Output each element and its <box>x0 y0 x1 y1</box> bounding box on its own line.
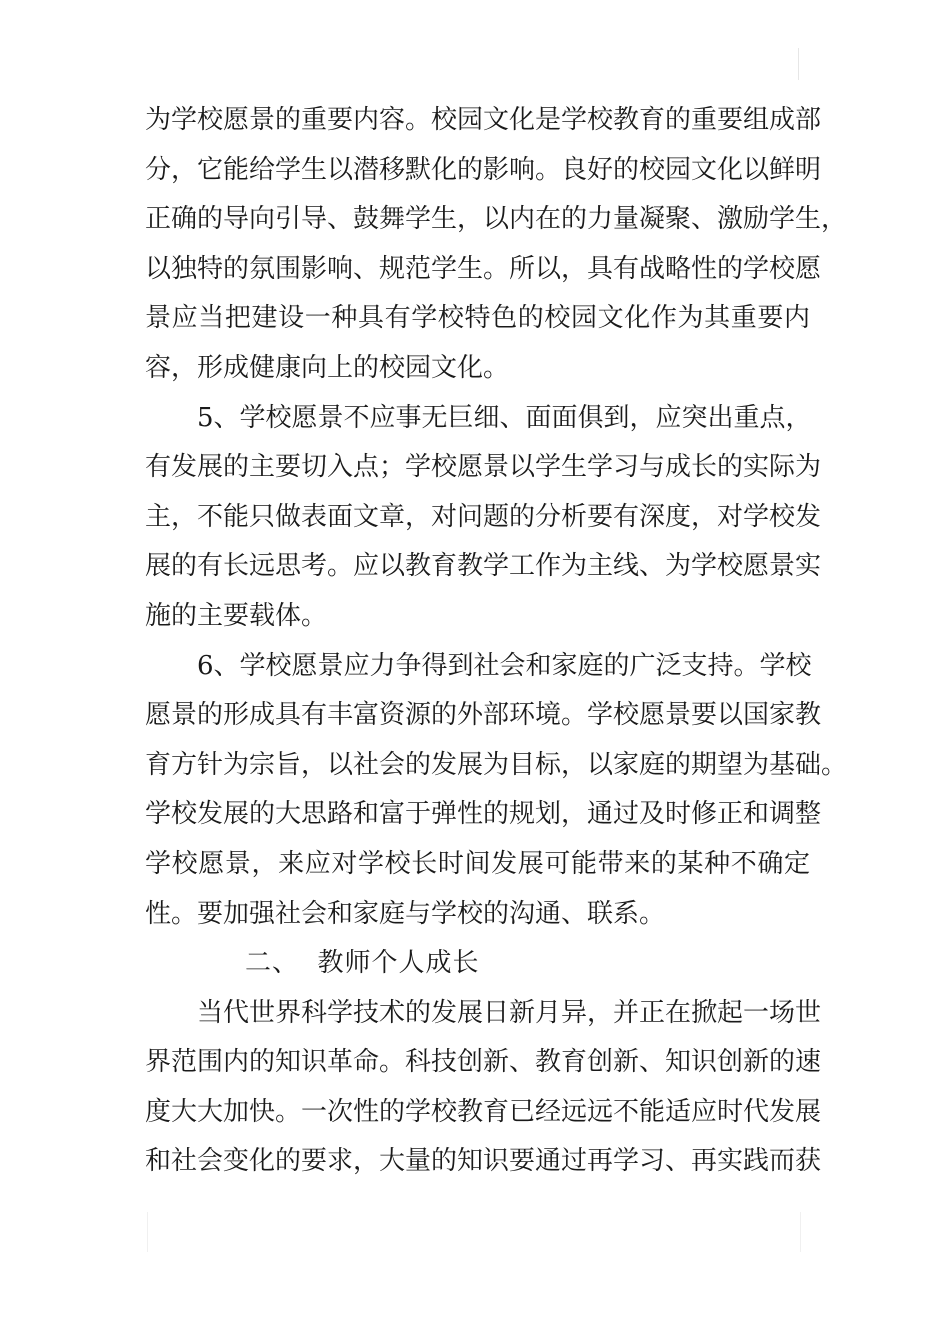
page-corner-mark <box>147 1212 148 1252</box>
text-line: 性。要加强社会和家庭与学校的沟通、联系。 <box>145 898 666 929</box>
text-line: 育方针为宗旨，以社会的发展为目标，以家庭的期望为基础。 <box>145 749 848 780</box>
text-line: 分，它能给学生以潜移默化的影响。良好的校园文化以鲜明 <box>145 154 822 185</box>
text-line: 和社会变化的要求，大量的知识要通过再学习、再实践而获 <box>145 1146 822 1177</box>
text-line: 施的主要载体。 <box>145 600 328 631</box>
page-corner-mark <box>798 48 799 80</box>
text-line: 为学校愿景的重要内容。校园文化是学校教育的重要组成部 <box>145 105 822 135</box>
section-heading: 二、 教师个人成长 <box>245 948 480 979</box>
text-line: 以独特的氛围影响、规范学生。所以，具有战略性的学校愿 <box>145 253 822 284</box>
text-line: 有发展的主要切入点；学校愿景以学生学习与成长的实际为 <box>145 452 822 483</box>
text-line: 展的有长远思考。应以教育教学工作为主线、为学校愿景实 <box>145 551 822 582</box>
paragraph-start-6: 6、学校愿景应力争得到社会和家庭的广泛支持。学校 <box>197 650 812 681</box>
text-line: 度大大加快。一次性的学校教育已经远远不能适应时代发展 <box>145 1096 822 1127</box>
text-line: 景应当把建设一种具有学校特色的校园文化作为其重要内 <box>145 303 810 334</box>
page-corner-mark <box>800 1212 801 1252</box>
paragraph-start-5: 5、学校愿景不应事无巨细、面面俱到，应突出重点， <box>197 402 812 433</box>
text-line: 正确的导向引导、鼓舞学生，以内在的力量凝聚、激励学生， <box>145 204 848 235</box>
paragraph-start: 当代世界科学技术的发展日新月异，并正在掀起一场世 <box>197 997 822 1028</box>
text-line: 界范围内的知识革命。科技创新、教育创新、知识创新的速 <box>145 1047 822 1078</box>
text-line: 主，不能只做表面文章，对问题的分析要有深度，对学校发 <box>145 501 822 532</box>
text-line: 学校愿景，来应对学校长时间发展可能带来的某种不确定 <box>145 848 810 879</box>
text-line: 愿景的形成具有丰富资源的外部环境。学校愿景要以国家教 <box>145 700 822 731</box>
text-line: 容，形成健康向上的校园文化。 <box>145 352 510 383</box>
text-line: 学校发展的大思路和富于弹性的规划，通过及时修正和调整 <box>145 799 822 830</box>
body-text <box>145 96 848 1187</box>
